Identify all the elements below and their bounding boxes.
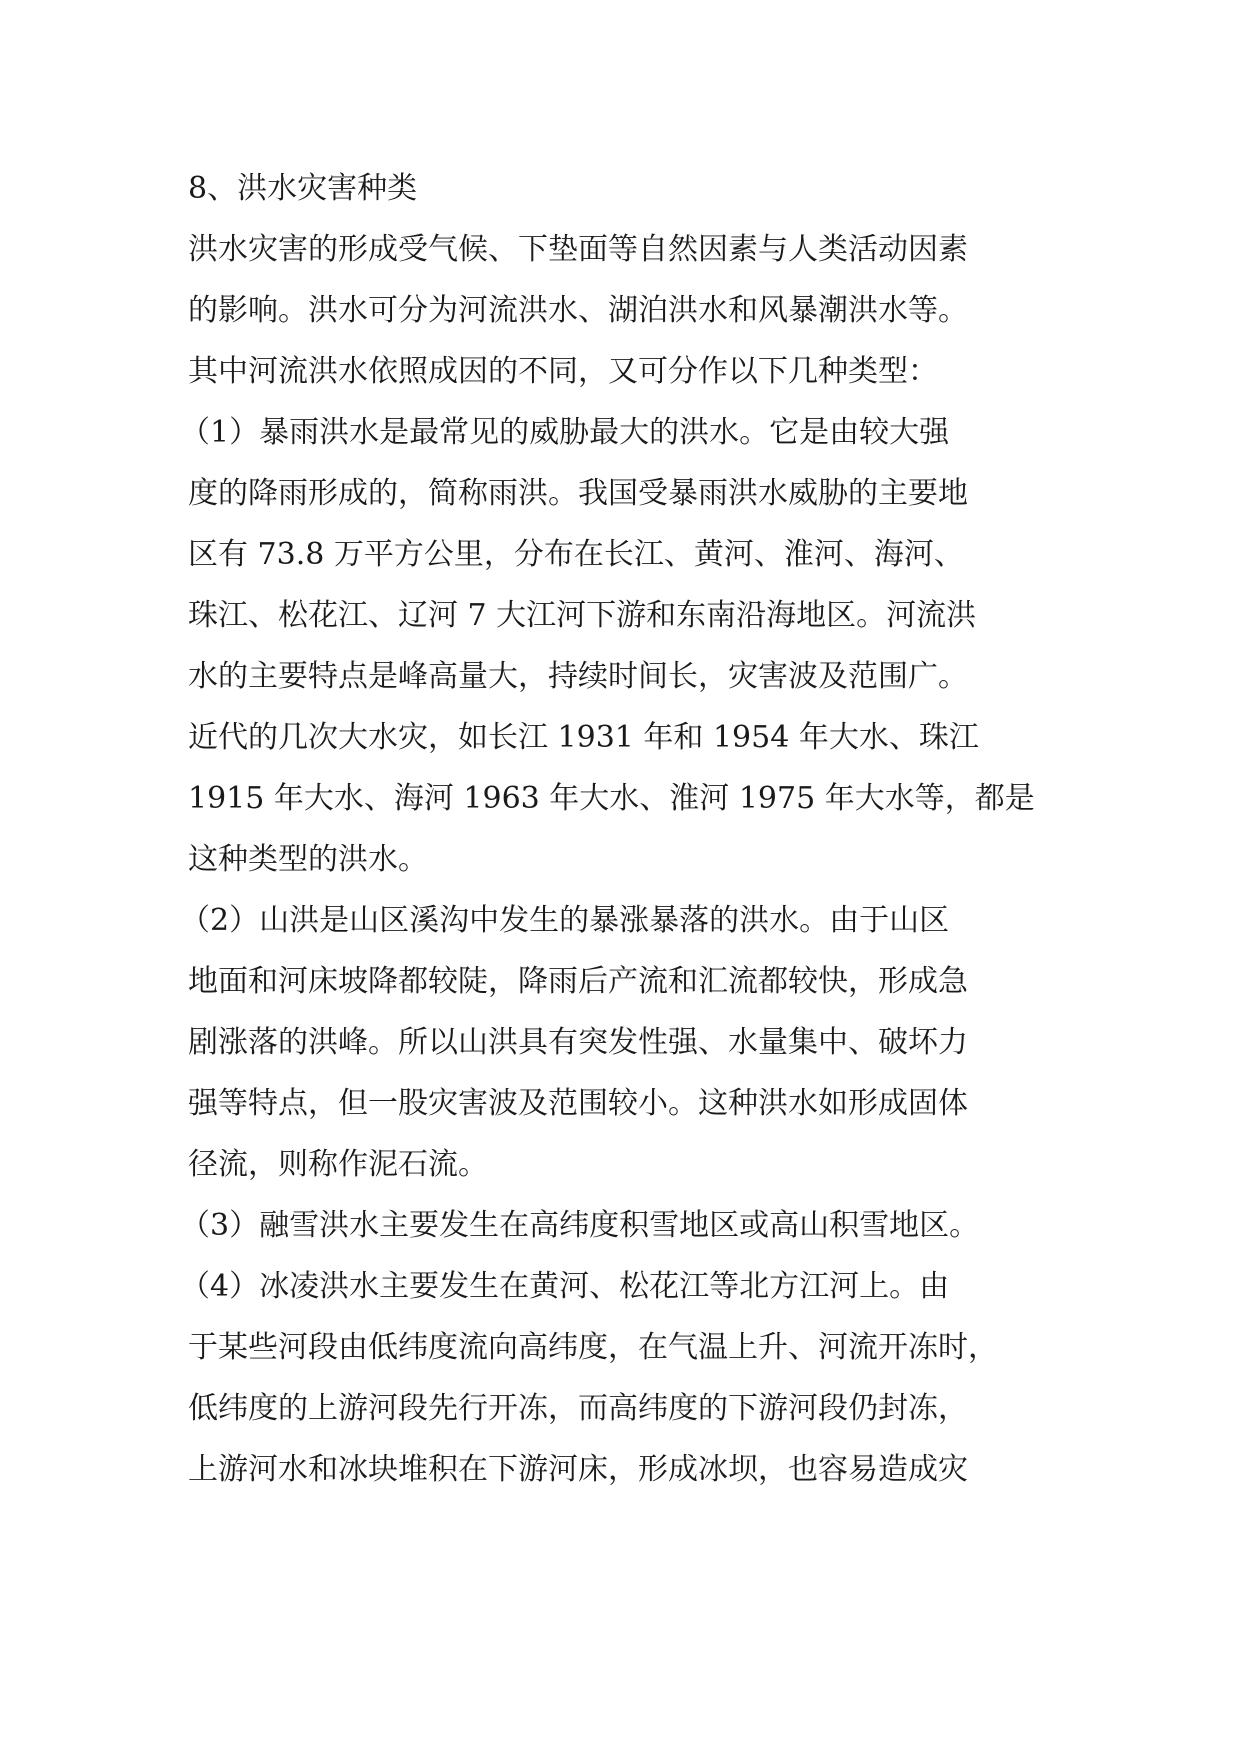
body-line: 度的降雨形成的，简称雨洪。我国受暴雨洪水威胁的主要地 [188, 476, 968, 511]
body-line: （2）山洪是山区溪沟中发生的暴涨暴落的洪水。由于山区 [180, 903, 950, 938]
body-line: （4）冰凌洪水主要发生在黄河、松花江等北方江河上。由 [180, 1269, 950, 1304]
body-line: 近代的几次大水灾，如长江 1931 年和 1954 年大水、珠江 [188, 720, 979, 755]
body-line: 1915 年大水、海河 1963 年大水、淮河 1975 年大水等，都是 [188, 781, 1035, 816]
body-line: 这种类型的洪水。 [188, 842, 428, 877]
body-line: 地面和河床坡降都较陡，降雨后产流和汇流都较快，形成急 [188, 964, 968, 999]
body-line: 区有 73.8 万平方公里，分布在长江、黄河、淮河、海河、 [188, 537, 964, 572]
body-line: 的影响。洪水可分为河流洪水、湖泊洪水和风暴潮洪水等。 [188, 293, 968, 328]
body-line: 珠江、松花江、辽河 7 大江河下游和东南沿海地区。河流洪 [188, 598, 977, 633]
body-line: （3）融雪洪水主要发生在高纬度积雪地区或高山积雪地区。 [180, 1208, 980, 1243]
body-line: 径流，则称作泥石流。 [188, 1147, 488, 1182]
body-line: 水的主要特点是峰高量大，持续时间长，灾害波及范围广。 [188, 659, 968, 694]
body-line: 上游河水和冰块堆积在下游河床，形成冰坝，也容易造成灾 [188, 1452, 968, 1487]
document-body [180, 158, 1068, 1500]
body-line: 其中河流洪水依照成因的不同，又可分作以下几种类型： [188, 354, 938, 389]
body-line: （1）暴雨洪水是最常见的威胁最大的洪水。它是由较大强 [180, 415, 950, 450]
body-line: 洪水灾害的形成受气候、下垫面等自然因素与人类活动因素 [188, 232, 968, 267]
body-line: 强等特点，但一股灾害波及范围较小。这种洪水如形成固体 [188, 1086, 968, 1121]
body-line: 低纬度的上游河段先行开冻，而高纬度的下游河段仍封冻， [188, 1391, 968, 1426]
body-line: 于某些河段由低纬度流向高纬度，在气温上升、河流开冻时， [188, 1330, 998, 1365]
body-line: 剧涨落的洪峰。所以山洪具有突发性强、水量集中、破坏力 [188, 1025, 968, 1060]
section-heading: 8、洪水灾害种类 [188, 171, 418, 206]
